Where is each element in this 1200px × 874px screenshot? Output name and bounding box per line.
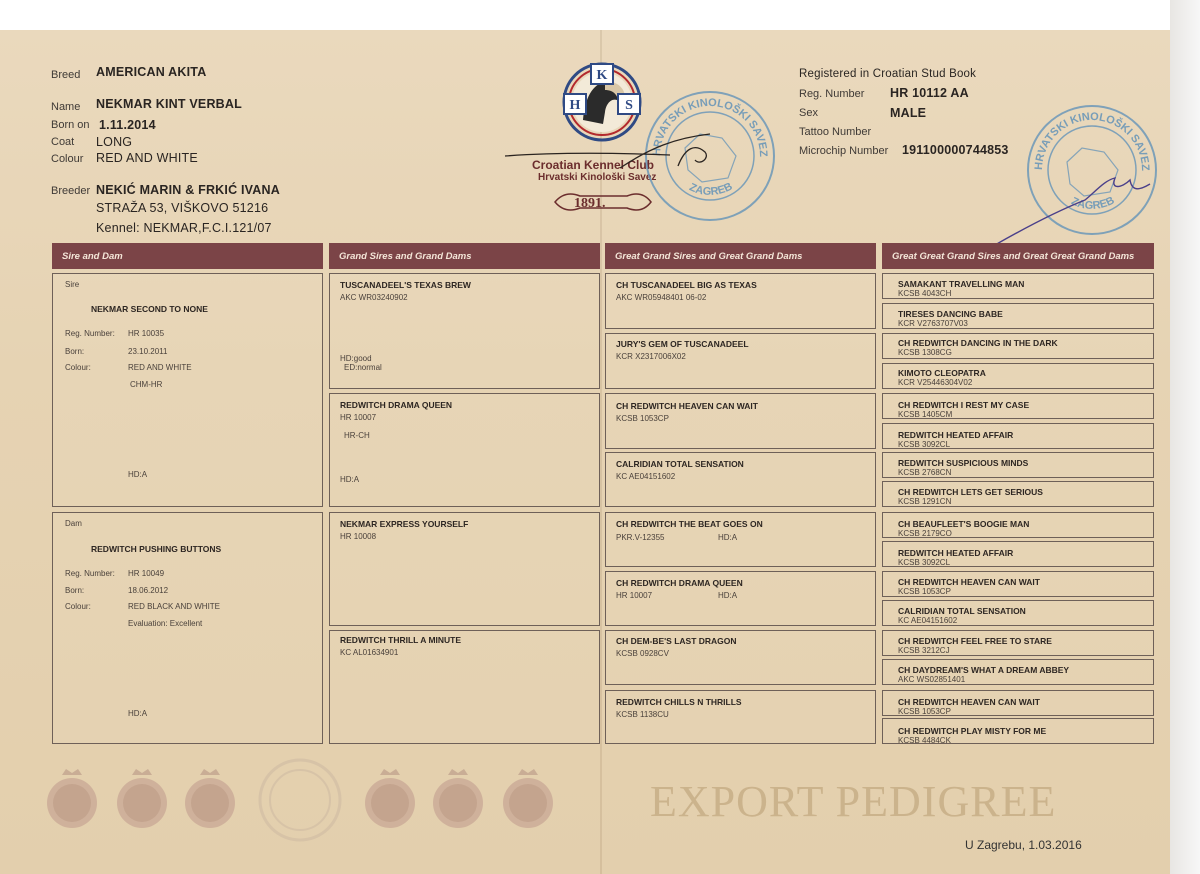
stamp-top-text: HRVATSKI KINOLOŠKI SAVEZ — [650, 96, 770, 158]
great-great-grandparent-reg: KCSB 4043CH — [898, 289, 952, 298]
column-header-parents: Sire and Dam — [52, 243, 323, 269]
crest-seal-icon — [500, 767, 556, 833]
breeder-address: STRAŽA 53, VIŠKOVO 51216 — [96, 201, 269, 215]
grandparent-reg: HR 10008 — [340, 532, 377, 541]
great-great-grandparent-reg: KCSB 1405CM — [898, 410, 953, 419]
name-label: Name — [51, 101, 81, 113]
great-grandparent-box — [605, 571, 876, 626]
great-great-grandparent-name: CH REDWITCH DANCING IN THE DARK — [898, 338, 1058, 348]
sire-name: NEKMAR SECOND TO NONE — [91, 304, 208, 314]
grandparent-title: HR-CH — [344, 431, 370, 440]
great-great-grandparent-name: KIMOTO CLEOPATRA — [898, 368, 986, 378]
great-great-grandparent-name: CH REDWITCH I REST MY CASE — [898, 400, 1030, 410]
grandparent-reg: AKC WR03240902 — [340, 293, 408, 302]
grandparent-name: REDWITCH DRAMA QUEEN — [340, 400, 453, 410]
grandparent-reg: KC AL01634901 — [340, 648, 399, 657]
great-grandparent-reg: KCSB 1053CP — [616, 414, 669, 423]
colour-value: RED AND WHITE — [96, 151, 198, 165]
dam-reg-label: Reg. Number: — [65, 569, 115, 578]
crest-seal-icon — [114, 767, 170, 833]
great-grandparent-name: CALRIDIAN TOTAL SENSATION — [616, 459, 744, 469]
great-great-grandparent-reg: KCSB 2179CO — [898, 529, 952, 538]
great-great-grandparent-box — [882, 481, 1154, 507]
grandparent-hd: HD:good — [340, 354, 372, 363]
great-great-grandparent-name: CH REDWITCH HEAVEN CAN WAIT — [898, 697, 1040, 707]
grandparent-ed: ED:normal — [344, 363, 382, 372]
great-grandparent-box — [605, 393, 876, 449]
great-great-grandparent-reg: KCR V25446304V02 — [898, 378, 973, 387]
great-great-grandparent-reg: KCSB 3092CL — [898, 558, 951, 567]
great-great-grandparent-name: CH REDWITCH FEEL FREE TO STARE — [898, 636, 1052, 646]
signature-right-icon — [990, 170, 1160, 250]
great-grandparent-reg: KCSB 1138CU — [616, 710, 669, 719]
great-great-grandparent-reg: KCSB 3092CL — [898, 440, 951, 449]
dam-reg-value: HR 10049 — [128, 569, 165, 578]
great-great-grandparent-box — [882, 690, 1154, 716]
great-grandparent-name: CH REDWITCH THE BEAT GOES ON — [616, 519, 763, 529]
great-great-grandparent-name: CH REDWITCH LETS GET SERIOUS — [898, 487, 1043, 497]
stamp-bottom-text: ZAGREB — [687, 180, 735, 199]
column-header-great-grandparents: Great Grand Sires and Great Grand Dams — [605, 243, 876, 269]
sire-colour-value: RED AND WHITE — [128, 363, 192, 372]
grandparent-name: TUSCANADEEL'S TEXAS BREW — [340, 280, 471, 290]
registry-title: Registered in Croatian Stud Book — [799, 68, 977, 80]
logo-letter-s: S — [625, 98, 633, 113]
breeder-label: Breeder — [51, 185, 91, 197]
column-header-great-great-grandparents: Great Great Grand Sires and Great Great Grand Dams — [882, 243, 1154, 269]
great-great-grandparent-box — [882, 393, 1154, 419]
great-great-grandparent-box — [882, 423, 1154, 449]
great-grandparent-box — [605, 452, 876, 507]
born-value: 1.11.2014 — [99, 118, 156, 132]
dam-colour-label: Colour: — [65, 602, 91, 611]
great-grandparent-name: REDWITCH CHILLS N THRILLS — [616, 697, 742, 707]
great-grandparent-reg: KC AE04151602 — [616, 472, 676, 481]
grandparent-name: REDWITCH THRILL A MINUTE — [340, 635, 462, 645]
great-great-grandparent-box — [882, 512, 1154, 538]
svg-text:ZAGREB — [687, 180, 734, 198]
born-label: Born on — [51, 119, 90, 131]
great-grandparent-hd: HD:A — [718, 533, 738, 542]
great-great-grandparent-name: CH BEAUFLEET'S BOOGIE MAN — [898, 519, 1030, 529]
great-great-grandparent-reg: KCSB 2768CN — [898, 468, 952, 477]
great-great-grandparent-box — [882, 718, 1154, 744]
breed-value: AMERICAN AKITA — [96, 65, 207, 79]
great-great-grandparent-box — [882, 541, 1154, 567]
sire-title: CHM-HR — [130, 380, 163, 389]
great-great-grandparent-box — [882, 630, 1154, 656]
dam-name: REDWITCH PUSHING BUTTONS — [91, 544, 222, 554]
logo-letter-h: H — [569, 98, 581, 113]
great-grandparent-box — [605, 333, 876, 389]
great-great-grandparent-name: CH REDWITCH HEAVEN CAN WAIT — [898, 577, 1040, 587]
sire-reg-label: Reg. Number: — [65, 329, 115, 338]
great-great-grandparent-name: CH REDWITCH PLAY MISTY FOR ME — [898, 726, 1047, 736]
dam-hd: HD:A — [128, 709, 148, 718]
breeder-value: NEKIĆ MARIN & FRKIĆ IVANA — [96, 183, 280, 197]
dam-born-label: Born: — [65, 586, 85, 595]
great-grandparent-box — [605, 512, 876, 567]
great-great-grandparent-reg: KCSB 1053CP — [898, 707, 951, 716]
great-great-grandparent-reg: KCSB 1308CG — [898, 348, 952, 357]
column-header-grandparents: Grand Sires and Grand Dams — [329, 243, 600, 269]
grandparent-box — [329, 630, 600, 744]
stamp-right-bottom-text: ZAGREB — [1069, 194, 1117, 213]
grandparent-box — [329, 393, 600, 507]
microchip-label: Microchip Number — [799, 145, 889, 157]
club-name: Croatian Kennel Club — [532, 158, 655, 172]
crest-seal-icon — [44, 767, 100, 833]
great-grandparent-name: CH REDWITCH DRAMA QUEEN — [616, 578, 743, 588]
sire-born-value: 23.10.2011 — [128, 347, 168, 356]
great-great-grandparent-box — [882, 363, 1154, 389]
great-grandparent-reg: KCR X2317006X02 — [616, 352, 686, 361]
great-great-grandparent-box — [882, 452, 1154, 478]
sire-reg-value: HR 10035 — [128, 329, 165, 338]
great-great-grandparent-name: REDWITCH HEATED AFFAIR — [898, 548, 1014, 558]
great-great-grandparent-name: CALRIDIAN TOTAL SENSATION — [898, 606, 1026, 616]
export-pedigree-title: EXPORT PEDIGREE — [650, 777, 1057, 826]
breed-label: Breed — [51, 69, 81, 81]
place-date: U Zagrebu, 1.03.2016 — [965, 838, 1082, 852]
grandparent-reg: HR 10007 — [340, 413, 377, 422]
coat-value: LONG — [96, 135, 133, 149]
sire-hd: HD:A — [128, 470, 148, 479]
great-grandparent-box — [605, 690, 876, 744]
club-year: 1891. — [574, 196, 606, 211]
great-great-grandparent-box — [882, 659, 1154, 685]
grandparent-hd: HD:A — [340, 475, 360, 484]
great-great-grandparent-reg: KCSB 1053CP — [898, 587, 951, 596]
great-great-grandparent-reg: KCR V2763707V03 — [898, 319, 968, 328]
great-grandparent-reg: KCSB 0928CV — [616, 649, 669, 658]
dam-box — [52, 512, 323, 744]
fci-emblem-icon — [250, 757, 350, 842]
great-great-grandparent-name: REDWITCH SUSPICIOUS MINDS — [898, 458, 1029, 468]
coat-label: Coat — [51, 136, 75, 148]
great-grandparent-box — [605, 630, 876, 685]
great-great-grandparent-reg: AKC WS02851401 — [898, 675, 966, 684]
club-name-local: Hrvatski Kinološki Savez — [538, 172, 657, 183]
crest-seal-icon — [430, 767, 486, 833]
great-great-grandparent-reg: KC AE04151602 — [898, 616, 958, 625]
sire-role: Sire — [65, 280, 80, 289]
great-great-grandparent-reg: KCSB 4484CK — [898, 736, 951, 745]
kennel-value: Kennel: NEKMAR,F.C.I.121/07 — [96, 221, 272, 235]
great-great-grandparent-box — [882, 571, 1154, 597]
great-great-grandparent-box — [882, 600, 1154, 626]
great-great-grandparent-box — [882, 333, 1154, 359]
great-great-grandparent-box — [882, 273, 1154, 299]
microchip-value: 191100000744853 — [902, 143, 1009, 157]
great-great-grandparent-name: TIRESES DANCING BABE — [898, 309, 1003, 319]
great-grandparent-reg: HR 10007 — [616, 591, 653, 600]
great-grandparent-name: CH TUSCANADEEL BIG AS TEXAS — [616, 280, 757, 290]
grandparent-box — [329, 273, 600, 389]
reg-number-label: Reg. Number — [799, 88, 865, 100]
great-great-grandparent-reg: KCSB 3212CJ — [898, 646, 950, 655]
great-grandparent-name: CH DEM-BE'S LAST DRAGON — [616, 636, 737, 646]
great-grandparent-reg: AKC WR05948401 06-02 — [616, 293, 707, 302]
great-great-grandparent-name: SAMAKANT TRAVELLING MAN — [898, 279, 1025, 289]
great-great-grandparent-name: REDWITCH HEATED AFFAIR — [898, 430, 1014, 440]
dam-role: Dam — [65, 519, 82, 528]
dam-born-value: 18.06.2012 — [128, 586, 169, 595]
reg-number-value: HR 10112 AA — [890, 86, 969, 100]
sex-label: Sex — [799, 107, 818, 119]
grandparent-name: NEKMAR EXPRESS YOURSELF — [340, 519, 469, 529]
grandparent-box — [329, 512, 600, 626]
dam-evaluation: Evaluation: Excellent — [128, 619, 203, 628]
name-value: NEKMAR KINT VERBAL — [96, 97, 242, 111]
sire-box — [52, 273, 323, 507]
great-great-grandparent-name: CH DAYDREAM'S WHAT A DREAM ABBEY — [898, 665, 1070, 675]
signature-left-icon — [500, 128, 750, 178]
logo-letter-k: K — [596, 68, 608, 83]
page-edge — [1170, 0, 1200, 874]
great-grandparent-name: JURY'S GEM OF TUSCANADEEL — [616, 339, 749, 349]
sire-born-label: Born: — [65, 347, 85, 356]
crest-seal-icon — [362, 767, 418, 833]
great-grandparent-name: CH REDWITCH HEAVEN CAN WAIT — [616, 401, 758, 411]
great-grandparent-reg: PKR.V-12355 — [616, 533, 665, 542]
dam-colour-value: RED BLACK AND WHITE — [128, 602, 221, 611]
great-grandparent-hd: HD:A — [718, 591, 738, 600]
great-great-grandparent-box — [882, 303, 1154, 329]
sex-value: MALE — [890, 106, 927, 120]
stamp-right-top-text: HRVATSKI KINOLOŠKI SAVEZ — [1032, 110, 1152, 172]
sire-colour-label: Colour: — [65, 363, 91, 372]
great-grandparent-box — [605, 273, 876, 329]
colour-label: Colour — [51, 153, 84, 165]
tattoo-label: Tattoo Number — [799, 126, 872, 138]
great-great-grandparent-reg: KCSB 1291CN — [898, 497, 952, 506]
crest-seal-icon — [182, 767, 238, 833]
